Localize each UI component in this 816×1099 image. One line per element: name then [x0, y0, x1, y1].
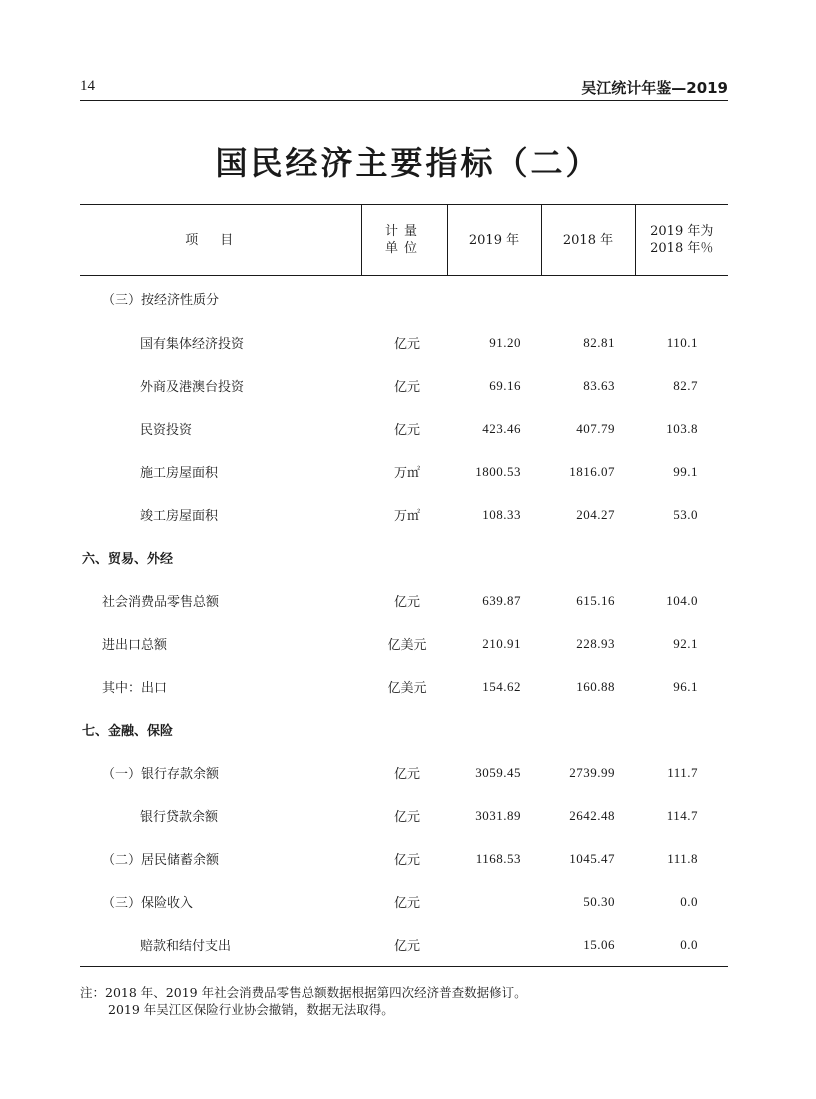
row-value-2018	[541, 708, 635, 751]
table-row	[80, 665, 728, 708]
row-unit: 亿元	[361, 923, 447, 967]
row-unit: 万㎡	[393, 509, 420, 524]
footnote-line-1: 注：2018 年、2019 年社会消费品零售总额数据根据第四次经济普查数据修订。	[80, 985, 527, 1000]
table-row	[80, 708, 728, 751]
row-value-2019: 423.46	[482, 420, 521, 436]
row-value-2019	[447, 708, 541, 751]
row-ratio: 103.8	[666, 420, 698, 436]
row-value-2018: 615.16	[576, 592, 615, 608]
row-value-2019: 154.62	[482, 678, 521, 694]
row-item-label: 施工房屋面积	[140, 466, 219, 481]
row-value-2019: 210.91	[482, 635, 521, 651]
row-value-2019: 1168.53	[475, 850, 521, 866]
table-row	[80, 493, 728, 536]
row-ratio	[635, 536, 728, 579]
row-value-2019: 91.20	[489, 334, 521, 350]
table-row	[80, 276, 728, 322]
row-value-2018: 204.27	[576, 506, 615, 522]
column-header-item: 项目	[80, 205, 361, 276]
row-value-2018: 2642.48	[569, 807, 615, 823]
row-unit	[361, 708, 447, 751]
row-item-label: 银行贷款余额	[140, 810, 219, 825]
row-value-2019: 3031.89	[475, 807, 521, 823]
row-ratio: 53.0	[673, 506, 698, 522]
row-unit	[361, 536, 447, 579]
row-item-label: 国有集体经济投资	[140, 337, 245, 352]
row-value-2018: 228.93	[576, 635, 615, 651]
column-header-ratio	[635, 205, 728, 276]
row-unit: 亿元	[393, 810, 420, 825]
row-item-label: （一）银行存款余额	[102, 767, 220, 782]
row-ratio: 0.0	[635, 923, 728, 967]
row-ratio: 114.7	[666, 807, 698, 823]
table-row	[80, 321, 728, 364]
row-ratio: 99.1	[673, 463, 698, 479]
table-row	[80, 880, 728, 923]
row-item-label: （三）按经济性质分	[102, 293, 220, 308]
row-value-2019: 1800.53	[475, 463, 521, 479]
row-unit: 亿美元	[387, 638, 427, 653]
table-row	[80, 536, 728, 579]
row-item-label: 七、金融、保险	[82, 724, 174, 739]
row-unit: 亿元	[393, 896, 420, 911]
running-title: 吴江统计年鉴—2019	[581, 79, 728, 97]
row-value-2018: 50.30	[583, 893, 615, 909]
page-title: 国民经济主要指标（二）	[215, 144, 601, 182]
row-item-label: 其中：出口	[102, 681, 168, 696]
table-header-row	[80, 205, 728, 276]
row-value-2019	[447, 536, 541, 579]
row-ratio	[635, 276, 728, 322]
row-unit: 亿元	[393, 380, 420, 395]
table-row	[80, 923, 728, 967]
row-item-label: 民资投资	[140, 423, 193, 438]
row-item-label: 进出口总额	[102, 638, 168, 653]
table-row	[80, 837, 728, 880]
column-header-ratio-line1: 2019 年为	[650, 224, 714, 239]
table-body	[80, 276, 728, 967]
row-unit: 亿元	[393, 595, 420, 610]
row-ratio: 0.0	[680, 893, 698, 909]
column-header-2019: 2019 年	[447, 205, 541, 276]
row-value-2019	[447, 923, 541, 967]
row-value-2018: 1045.47	[569, 850, 615, 866]
row-unit: 亿元	[393, 853, 420, 868]
column-header-unit-line2: 单位	[384, 241, 423, 256]
row-value-2018: 407.79	[576, 420, 615, 436]
table-row	[80, 450, 728, 493]
row-value-2018: 82.81	[583, 334, 615, 350]
row-ratio: 82.7	[673, 377, 698, 393]
column-header-unit	[361, 205, 447, 276]
row-value-2018: 2739.99	[569, 764, 615, 780]
row-item-label: 竣工房屋面积	[140, 509, 219, 524]
row-ratio: 111.7	[667, 764, 698, 780]
row-value-2019: 639.87	[482, 592, 521, 608]
table-row	[80, 622, 728, 665]
column-header-unit-line1: 计量	[384, 224, 423, 239]
row-item-label: （三）保险收入	[102, 896, 194, 911]
row-value-2019	[447, 276, 541, 322]
row-unit: 亿元	[393, 337, 420, 352]
row-value-2018: 160.88	[576, 678, 615, 694]
row-unit: 万㎡	[393, 466, 420, 481]
indicator-table	[80, 204, 728, 967]
row-ratio: 104.0	[666, 592, 698, 608]
row-ratio: 110.1	[666, 334, 698, 350]
row-item-label: 赔款和结付支出	[80, 923, 361, 967]
column-header-ratio-line2: 2018 年％	[650, 241, 714, 256]
row-value-2019: 108.33	[482, 506, 521, 522]
row-value-2018: 1816.07	[569, 463, 615, 479]
table-row	[80, 579, 728, 622]
table-row	[80, 364, 728, 407]
table-row	[80, 794, 728, 837]
row-value-2018: 15.06	[541, 923, 635, 967]
row-unit: 亿美元	[387, 681, 427, 696]
row-value-2018: 83.63	[583, 377, 615, 393]
row-value-2019: 3059.45	[475, 764, 521, 780]
row-unit: 亿元	[393, 767, 420, 782]
row-value-2019	[447, 880, 541, 923]
row-item-label: 六、贸易、外经	[82, 552, 174, 567]
table-row	[80, 407, 728, 450]
column-header-2018: 2018 年	[541, 205, 635, 276]
row-unit	[361, 276, 447, 322]
row-ratio: 92.1	[673, 635, 698, 651]
row-ratio	[635, 708, 728, 751]
row-value-2018	[541, 276, 635, 322]
row-value-2018	[541, 536, 635, 579]
header-rule	[80, 100, 728, 101]
row-unit: 亿元	[393, 423, 420, 438]
table-row	[80, 751, 728, 794]
page-number: 14	[80, 78, 95, 94]
row-item-label: （二）居民储蓄余额	[102, 853, 220, 868]
row-value-2019: 69.16	[489, 377, 521, 393]
row-ratio: 111.8	[667, 850, 698, 866]
footnote-line-2: 2019 年吴江区保险行业协会撤销，数据无法取得。	[108, 1002, 394, 1017]
row-item-label: 外商及港澳台投资	[140, 380, 245, 395]
row-ratio: 96.1	[673, 678, 698, 694]
footnote	[80, 984, 527, 1018]
row-item-label: 社会消费品零售总额	[102, 595, 220, 610]
